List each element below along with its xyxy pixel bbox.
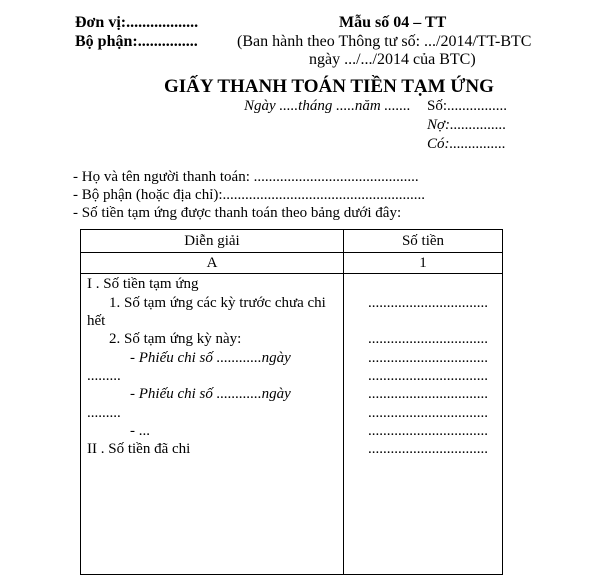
col-description-header: Diễn giải <box>81 230 344 253</box>
dept-value: ............... <box>137 33 198 50</box>
dept-line <box>75 33 198 51</box>
row-desc-voucher-2: - Phiếu chi số ............ngày <box>130 386 291 402</box>
row-desc-voucher-1-cont: ......... <box>87 368 121 384</box>
ref-debit: Nợ:............... <box>427 117 507 133</box>
department-field: - Bộ phận (hoặc địa chỉ):...................................................... <box>73 187 426 203</box>
unit-value: .................. <box>126 14 199 31</box>
dept-label: Bộ phận: <box>75 33 138 50</box>
row-amount-prior-advance: ................................ <box>368 295 488 311</box>
row-desc-spent: II . Số tiền đã chi <box>87 441 191 457</box>
settlement-table <box>80 229 503 575</box>
row-amount-voucher-1: ................................ <box>368 350 488 366</box>
row-desc-prior-advance: 1. Số tạm ứng các kỳ trước chưa chi <box>109 295 326 311</box>
row-amount-voucher-1-cont: ................................ <box>368 368 488 384</box>
row-amount-voucher-2-cont: ................................ <box>368 405 488 421</box>
ref-credit: Có:............... <box>427 136 506 152</box>
row-desc-current-advance: 2. Số tạm ứng kỳ này: <box>109 331 242 347</box>
unit-label: Đơn vị: <box>75 14 127 31</box>
row-amount-more: ................................ <box>368 423 488 439</box>
code-amount: 1 <box>344 253 503 274</box>
row-desc-prior-advance-cont: hết <box>87 313 106 329</box>
code-row <box>81 253 503 274</box>
form-number: Mẫu số 04 – TT <box>339 14 447 31</box>
row-amount-spent: ................................ <box>368 441 488 457</box>
ref-number: Số:................ <box>427 98 508 114</box>
body-row <box>81 274 503 575</box>
row-desc-advance-total: I . Số tiền tạm ứng <box>87 276 199 292</box>
row-amount-voucher-2: ................................ <box>368 386 488 402</box>
unit-line <box>75 14 198 32</box>
code-description: A <box>81 253 344 274</box>
issued-note-line2: ngày .../.../2014 của BTC) <box>309 51 476 68</box>
amount-intro: - Số tiền tạm ứng được thanh toán theo bảng dưới đây: <box>73 205 402 221</box>
payer-name-field: - Họ và tên người thanh toán: ............................................ <box>73 169 419 185</box>
row-amount-current-advance: ................................ <box>368 331 488 347</box>
row-desc-voucher-1: - Phiếu chi số ............ngày <box>130 350 291 366</box>
header-row <box>81 230 503 253</box>
description-cell <box>81 274 344 575</box>
amount-cell <box>344 274 503 575</box>
col-amount-header: Số tiền <box>344 230 503 253</box>
issued-note-line1: (Ban hành theo Thông tư số: .../2014/TT-BTC <box>237 33 532 50</box>
row-desc-voucher-2-cont: ......... <box>87 405 121 421</box>
date-line: Ngày .....tháng .....năm ....... <box>244 98 411 114</box>
document-title: GIẤY THANH TOÁN TIỀN TẠM ỨNG <box>164 76 494 97</box>
row-desc-more: - ... <box>130 423 150 439</box>
